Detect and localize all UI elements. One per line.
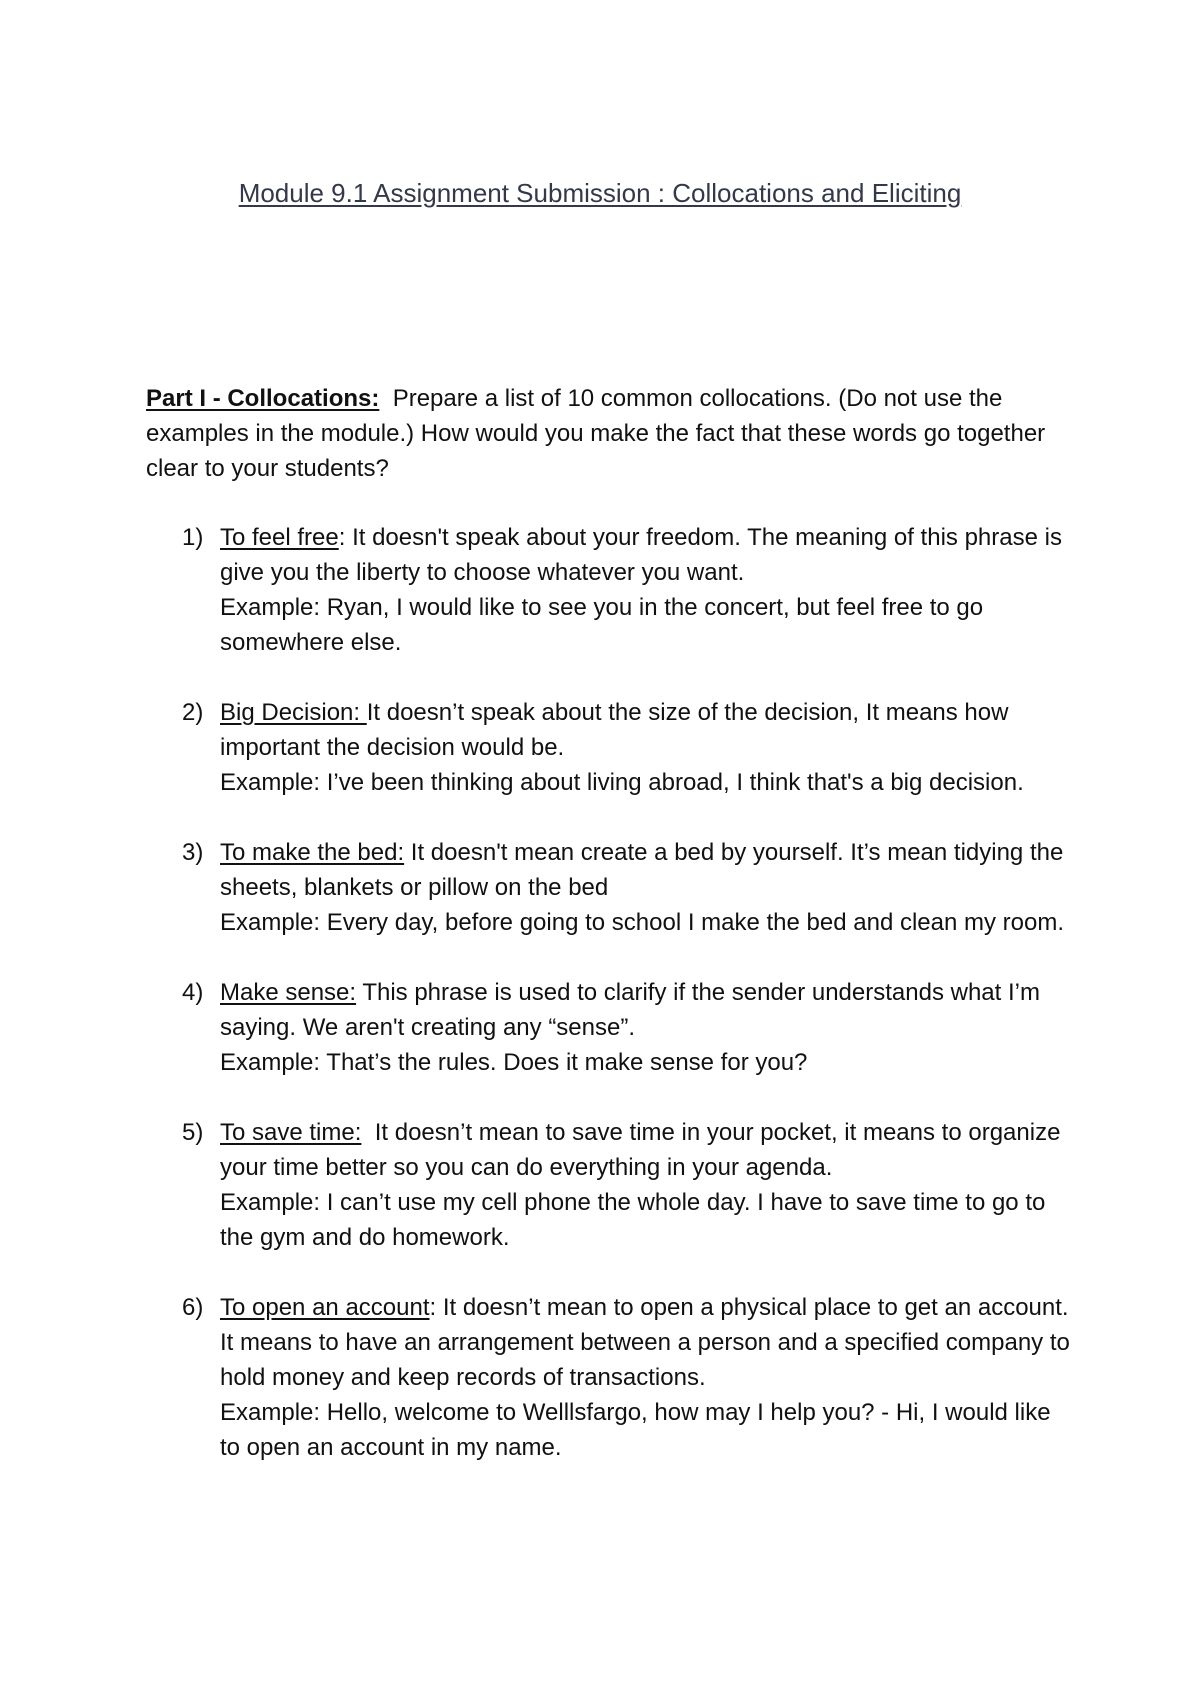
part-1-intro [146, 381, 1066, 486]
item-definition-line [220, 520, 1076, 590]
collocation-item-4 [146, 975, 1076, 1080]
collocation-term: To save time: [220, 1119, 362, 1146]
item-number: 6) [182, 1294, 204, 1321]
collocation-term: To make the bed: [220, 839, 405, 866]
item-definition-line [220, 1290, 1076, 1395]
collocation-item-1 [146, 520, 1076, 660]
collocation-term: Make sense: [220, 979, 357, 1006]
collocation-term: Big Decision: [220, 699, 367, 726]
item-number: 2) [182, 699, 204, 726]
item-definition-line [220, 835, 1076, 905]
item-number: 3) [182, 839, 204, 866]
collocation-definition: This phrase is used to clarify if the sender understands what I’m saying. We aren't creating any “sense”. [220, 979, 1040, 1041]
collocation-example: Example: That’s the rules. Does it make sense for you? [220, 1049, 808, 1076]
collocation-item-6 [146, 1290, 1076, 1465]
collocation-example: Example: Hello, welcome to Welllsfargo, how may I help you? - Hi, I would like to open an account in my name. [220, 1399, 1051, 1461]
part-1-prompt: Prepare a list of 10 common collocations. (Do not use the examples in the module.) How would you make the fact that these words go together clear to your students? [146, 385, 1052, 482]
collocation-term: To feel free [220, 524, 339, 551]
collocation-definition: It doesn’t speak about the size of the decision, It means how important the decision would be. [220, 699, 1009, 761]
collocation-definition: : It doesn’t mean to open a physical place to get an account. It means to have an arrangement between a person and a specified company to hold money and keep records of transactions. [220, 1294, 1070, 1391]
item-number: 4) [182, 979, 204, 1006]
part-1-heading: Part I - Collocations: [146, 385, 380, 412]
collocation-list [146, 520, 1076, 1500]
collocation-item-5 [146, 1115, 1076, 1255]
collocation-definition: : It doesn't speak about your freedom. The meaning of this phrase is give you the liberty to choose whatever you want. [220, 524, 1062, 586]
collocation-example: Example: Ryan, I would like to see you in the concert, but feel free to go somewhere else. [220, 594, 984, 656]
item-number: 5) [182, 1119, 204, 1146]
item-definition-line [220, 695, 1076, 765]
collocation-item-2 [146, 695, 1076, 800]
collocation-example: Example: I can’t use my cell phone the whole day. I have to save time to go to the gym and do homework. [220, 1189, 1046, 1251]
item-definition-line [220, 975, 1076, 1045]
item-number: 1) [182, 524, 204, 551]
collocation-example: Example: I’ve been thinking about living abroad, I think that's a big decision. [220, 769, 1024, 796]
collocation-item-3 [146, 835, 1076, 940]
collocation-definition: It doesn’t mean to save time in your pocket, it means to organize your time better so you can do everything in your agenda. [220, 1119, 1068, 1181]
collocation-term: To open an account [220, 1294, 430, 1321]
collocation-example: Example: Every day, before going to school I make the bed and clean my room. [220, 909, 1065, 936]
item-definition-line [220, 1115, 1076, 1185]
collocation-definition: It doesn't mean create a bed by yourself. It’s mean tidying the sheets, blankets or pillow on the bed [220, 839, 1064, 901]
document-title: Module 9.1 Assignment Submission : Collocations and Eliciting [238, 178, 962, 208]
